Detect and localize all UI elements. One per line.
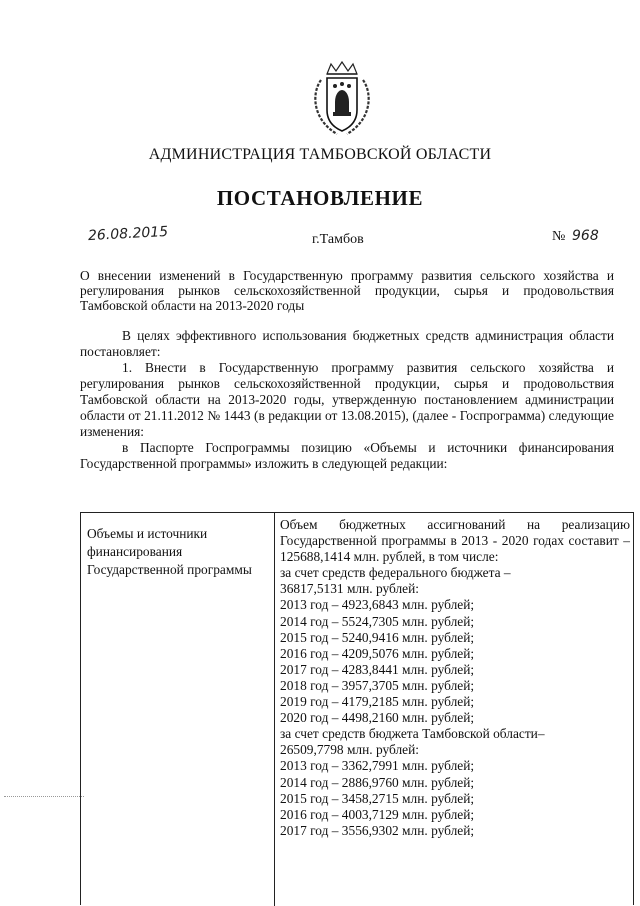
coat-of-arms-emblem (307, 60, 377, 140)
list-item: 2016 год – 4209,5076 млн. рублей; (280, 645, 475, 661)
list-item: 2017 год – 4283,8441 млн. рублей; (280, 661, 475, 677)
funding-intro: Объем бюджетных ассигнований на реализацию Государственной программы в 2013 - 2020 годах составит – 125688,1414 млн. рублей, в том числе: (280, 517, 630, 565)
list-item: 2015 год – 3458,2715 млн. рублей; (280, 790, 475, 806)
resolution-subject: О внесении изменений в Государственную программу развития сельского хозяйства и регулирования рынков сельскохозяйственной продукции, сырья и продовольствия Тамбовской области на 2013-2020 годы (80, 268, 614, 313)
list-item: 2015 год – 5240,9416 млн. рублей; (280, 629, 475, 645)
regional-budget-total: 26509,7798 млн. рублей: (280, 742, 419, 758)
city-label: г.Тамбов (312, 232, 364, 247)
list-item: 2020 год – 4498,2160 млн. рублей; (280, 710, 475, 726)
list-item: 2017 год – 3556,9302 млн. рублей; (280, 822, 475, 838)
passport-paragraph: в Паспорте Госпрограммы позицию «Объемы и источники финансирования Государственной программы» изложить в следующей редакции: (80, 440, 614, 471)
organization-name: АДМИНИСТРАЦИЯ ТАМБОВСКОЙ ОБЛАСТИ (148, 146, 492, 163)
list-item: 2014 год – 2886,9760 млн. рублей; (280, 774, 475, 790)
regional-budget-heading: за счет средств бюджета Тамбовской области– (280, 726, 545, 742)
list-item: 2019 год – 4179,2185 млн. рублей; (280, 694, 475, 710)
federal-budget-heading: за счет средств федерального бюджета – (280, 565, 511, 581)
list-item: 2016 год – 4003,7129 млн. рублей; (280, 806, 475, 822)
list-item: 2018 год – 3957,3705 млн. рублей; (280, 677, 475, 693)
scan-artifact-line (4, 796, 84, 799)
list-item: 2013 год – 3362,7991 млн. рублей; (280, 758, 475, 774)
list-item: 2014 год – 5524,7305 млн. рублей; (280, 613, 475, 629)
table-row-label: Объемы и источники финансирования Государственной программы (87, 526, 252, 577)
clause-1-paragraph: 1. Внести в Государственную программу развития сельского хозяйства и регулирования рынков сельскохозяйственной продукции, сырья и продовольствия Тамбовской области на 2013-2020 годы, утвержденную постановлением администрации области от 21.11.2012 № 1443 (в редакции от 13.08.2015), (далее - Госпрограмма) следующие изменения: (80, 360, 614, 439)
federal-budget-total: 36817,5131 млн. рублей: (280, 581, 419, 597)
number-label: № (552, 229, 566, 244)
document-type-title: ПОСТАНОВЛЕНИЕ (216, 186, 424, 210)
table-column-divider (274, 513, 275, 906)
table-row-value (280, 517, 630, 839)
list-item: 2013 год – 4923,6843 млн. рублей; (280, 597, 475, 613)
preamble-paragraph: В целях эффективного использования бюджетных средств администрация области постановляет: (80, 328, 614, 359)
handwritten-date: 26.08.2015 (87, 223, 169, 245)
handwritten-number: 968 (572, 228, 599, 244)
funding-table (80, 512, 634, 905)
